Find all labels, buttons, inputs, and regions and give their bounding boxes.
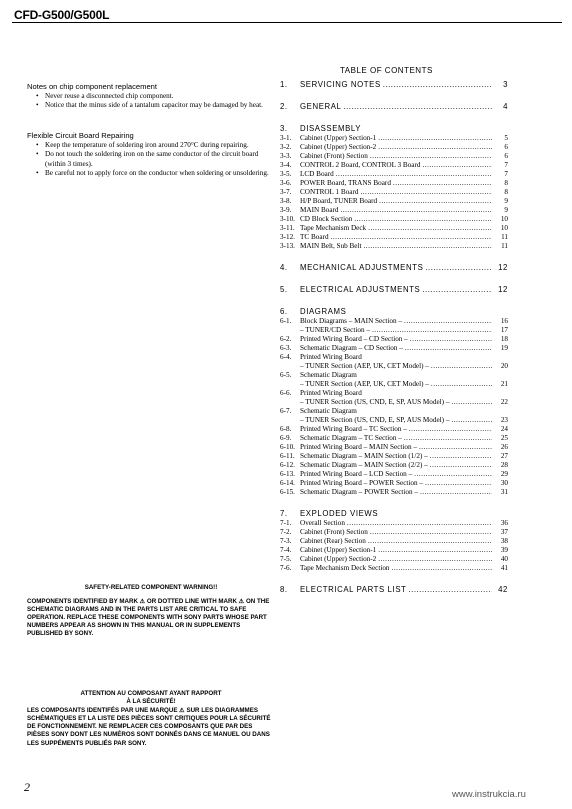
toc-entry-page: 11 bbox=[501, 233, 508, 241]
toc-entry-label: Schematic Diagram bbox=[300, 371, 357, 379]
toc-title: TABLE OF CONTENTS bbox=[340, 66, 433, 75]
toc-entry-page: 9 bbox=[504, 206, 508, 214]
toc-entry-number: 6-11. bbox=[280, 452, 295, 460]
toc-leader-dots bbox=[360, 188, 492, 197]
toc-entry-page: 6 bbox=[504, 143, 508, 151]
toc-entry-number: 6-10. bbox=[280, 443, 295, 451]
toc-entry-number: 6-5. bbox=[280, 371, 292, 379]
toc-entry-label: MAIN Board bbox=[300, 206, 339, 214]
toc-entry[interactable]: 2. GENERAL ..... 4 bbox=[280, 102, 508, 112]
chip-notes-list bbox=[27, 92, 272, 110]
toc-entry[interactable] bbox=[280, 326, 508, 335]
toc-entry-number: 6-13. bbox=[280, 470, 295, 478]
toc-entry[interactable] bbox=[280, 188, 508, 197]
toc-leader-dots bbox=[405, 344, 492, 353]
toc-entry-label: TC Board bbox=[300, 233, 329, 241]
safety-warning bbox=[27, 584, 275, 639]
toc-entry-page: 10 bbox=[500, 224, 508, 232]
toc-entry-page: 7 bbox=[504, 161, 508, 169]
toc-entry-page: 8 bbox=[504, 179, 508, 187]
toc-entry[interactable] bbox=[280, 143, 508, 152]
toc-entry[interactable] bbox=[280, 546, 508, 555]
toc-leader-dots bbox=[451, 416, 492, 425]
toc-entry-page: 39 bbox=[500, 546, 508, 554]
toc-entry-page: 30 bbox=[500, 479, 508, 487]
toc-leader-dots bbox=[431, 362, 492, 371]
toc-disassembly-list bbox=[280, 134, 508, 251]
toc-entry-number: 6-3. bbox=[280, 344, 292, 352]
toc-entry-page: 6 bbox=[504, 152, 508, 160]
attention-title-2: À LA SÉCURITÉ! bbox=[126, 698, 176, 706]
toc-entry-label: Cabinet (Upper) Section-2 bbox=[300, 555, 377, 563]
toc-entry-label: Cabinet (Upper) Section-1 bbox=[300, 134, 377, 142]
toc-entry-label: – TUNER Section (AEP, UK, CET Model) – bbox=[300, 362, 429, 370]
toc-entry-page: 22 bbox=[500, 398, 508, 406]
toc-leader-dots bbox=[354, 215, 492, 224]
toc-entry-label: Printed Wiring Board – CD Section – bbox=[300, 335, 408, 343]
toc-entry-label: CONTROL 1 Board bbox=[300, 188, 359, 196]
toc-entry[interactable] bbox=[280, 488, 508, 497]
toc-entry-label: Tape Mechanism Deck bbox=[300, 224, 367, 232]
toc-entry[interactable] bbox=[280, 170, 508, 179]
toc-leader-dots bbox=[378, 134, 492, 143]
toc-entry[interactable] bbox=[280, 434, 508, 443]
toc-entry-number: 6-15. bbox=[280, 488, 295, 496]
toc-leader-dots bbox=[404, 317, 492, 326]
toc-entry[interactable] bbox=[280, 179, 508, 188]
toc-section-heading: 6. DIAGRAMS bbox=[280, 307, 347, 316]
toc-entry[interactable] bbox=[280, 317, 508, 326]
toc-section-heading: 7. EXPLODED VIEWS bbox=[280, 509, 379, 518]
toc-entry[interactable] bbox=[280, 461, 508, 470]
toc-entry-label: Printed Wiring Board – MAIN Section – bbox=[300, 443, 417, 451]
toc-entry-label: – TUNER Section (US, CND, E, SP, AUS Model) – bbox=[300, 398, 450, 406]
toc-leader-dots bbox=[420, 488, 492, 497]
toc-entry-label: Schematic Diagram bbox=[300, 407, 357, 415]
toc-leader-dots bbox=[404, 434, 492, 443]
toc-entry-number: 7-3. bbox=[280, 537, 292, 545]
flex-notes bbox=[27, 131, 272, 178]
toc-leader-dots bbox=[378, 546, 492, 555]
toc-entry-page: 11 bbox=[501, 242, 508, 250]
safety-warning-title: SAFETY-RELATED COMPONENT WARNING!! bbox=[84, 584, 218, 591]
toc-entry-number: 7-5. bbox=[280, 555, 292, 563]
toc-leader-dots bbox=[336, 170, 492, 179]
toc-leader-dots bbox=[451, 398, 492, 407]
toc-entry-label: Cabinet (Upper) Section-1 bbox=[300, 546, 377, 554]
toc-entry-page: 10 bbox=[500, 215, 508, 223]
toc-entry-label: Printed Wiring Board – LCD Section – bbox=[300, 470, 413, 478]
toc-entry[interactable] bbox=[280, 519, 508, 528]
toc-entry[interactable] bbox=[280, 407, 508, 416]
toc-leader-dots bbox=[370, 152, 492, 161]
toc-entry[interactable] bbox=[280, 555, 508, 564]
toc-entry-page: 25 bbox=[500, 434, 508, 442]
toc-entry-page: 23 bbox=[500, 416, 508, 424]
toc-entry[interactable] bbox=[280, 215, 508, 224]
toc-entry-number: 6-6. bbox=[280, 389, 292, 397]
toc-entry-number: 6-7. bbox=[280, 407, 292, 415]
toc-entry-number: 6-14. bbox=[280, 479, 295, 487]
toc-entry[interactable]: 5. ELECTRICAL ADJUSTMENTS ..... 12 bbox=[280, 285, 508, 295]
toc-leader-dots bbox=[422, 161, 492, 170]
toc-entry-number: 3-1. bbox=[280, 134, 292, 142]
toc-entry[interactable] bbox=[280, 206, 508, 215]
toc-entry-page: 38 bbox=[500, 537, 508, 545]
chip-notes bbox=[27, 82, 272, 111]
toc-entry-label: – TUNER Section (AEP, UK, CET Model) – bbox=[300, 380, 429, 388]
toc-entry[interactable] bbox=[280, 242, 508, 251]
toc-entry-number: 7-4. bbox=[280, 546, 292, 554]
toc-leader-dots bbox=[341, 206, 492, 215]
toc-entry-label: H/P Board, TUNER Board bbox=[300, 197, 378, 205]
toc-entry-label: Overall Section bbox=[300, 519, 345, 527]
watermark: www.instrukcia.ru bbox=[452, 789, 526, 800]
toc-entry-number: 3-11. bbox=[280, 224, 295, 232]
toc-entry-label: Schematic Diagram – POWER Section – bbox=[300, 488, 418, 496]
toc-leader-dots bbox=[392, 564, 492, 573]
toc-entry-label: Schematic Diagram – MAIN Section (1/2) – bbox=[300, 452, 428, 460]
attention-title-1: ATTENTION AU COMPOSANT AYANT RAPPORT bbox=[80, 690, 222, 697]
toc-entry[interactable] bbox=[280, 537, 508, 546]
toc-entry-page: 18 bbox=[500, 335, 508, 343]
toc-entry[interactable] bbox=[280, 224, 508, 233]
toc-entry-page: 24 bbox=[500, 425, 508, 433]
toc-entry-number: 7-6. bbox=[280, 564, 292, 572]
toc-entry[interactable] bbox=[280, 380, 508, 389]
toc-entry-page: 41 bbox=[500, 564, 508, 572]
safety-warning-body: COMPONENTS IDENTIFIED BY MARK ⚠ OR DOTTED LINE WITH MARK ⚠ ON THE SCHEMATIC DIAGRAMS AND IN THE PARTS LIST ARE CRITICAL TO SAFE OPERATION. REPLACE THESE COMPONENTS WITH SONY PARTS WHOSE PART NUMBERS APPEAR AS SHOWN IN THIS MANUAL OR IN SUPPLEMENTS PUBLISHED BY SONY. bbox=[27, 598, 270, 638]
toc-entry-page: 21 bbox=[500, 380, 508, 388]
toc-entry-page: 5 bbox=[504, 134, 508, 142]
toc-entry-number: 3-8. bbox=[280, 197, 292, 205]
toc-leader-dots bbox=[378, 555, 492, 564]
toc-leader-dots bbox=[378, 143, 492, 152]
list-item: • Keep the temperature of soldering iron around 270°C during repairing. bbox=[39, 141, 272, 150]
flex-notes-title: Flexible Circuit Board Repairing bbox=[27, 131, 134, 140]
toc-entry-label: Cabinet (Front) Section bbox=[300, 152, 368, 160]
toc-entry-page: 28 bbox=[500, 461, 508, 469]
toc-entry[interactable] bbox=[280, 161, 508, 170]
toc-entry-label: Printed Wiring Board bbox=[300, 389, 362, 397]
toc-section-heading: 3. DISASSEMBLY bbox=[280, 124, 362, 133]
toc-leader-dots bbox=[425, 479, 492, 488]
toc-entry-label: Schematic Diagram – CD Section – bbox=[300, 344, 403, 352]
toc-entry-page: 16 bbox=[500, 317, 508, 325]
toc-entry-number: 6-9. bbox=[280, 434, 292, 442]
toc-entry-number: 3-6. bbox=[280, 179, 292, 187]
toc-entry-page: 7 bbox=[504, 170, 508, 178]
toc-entry-page: 20 bbox=[500, 362, 508, 370]
toc-entry-page: 31 bbox=[500, 488, 508, 496]
toc-entry-label: Schematic Diagram – MAIN Section (2/2) – bbox=[300, 461, 428, 469]
toc-entry-label: – TUNER Section (US, CND, E, SP, AUS Model) – bbox=[300, 416, 450, 424]
toc-entry[interactable] bbox=[280, 344, 508, 353]
toc-entry[interactable] bbox=[280, 353, 508, 362]
toc-entry-page: 19 bbox=[500, 344, 508, 352]
toc-entry-page: 29 bbox=[500, 470, 508, 478]
toc-entry-label: MAIN Belt, Sub Belt bbox=[300, 242, 362, 250]
toc-entry-label: Printed Wiring Board – TC Section – bbox=[300, 425, 407, 433]
toc-entry-label: Printed Wiring Board bbox=[300, 353, 362, 361]
flex-notes-list bbox=[27, 141, 272, 178]
toc-leader-dots bbox=[347, 519, 492, 528]
toc-leader-dots bbox=[379, 197, 492, 206]
toc-entry-number: 3-4. bbox=[280, 161, 292, 169]
toc-leader-dots bbox=[430, 461, 492, 470]
toc-entry-page: 27 bbox=[500, 452, 508, 460]
list-item: • Be careful not to apply force on the conductor when soldering or unsoldering. bbox=[39, 169, 272, 178]
toc-entry[interactable]: 1. SERVICING NOTES ..... 3 bbox=[280, 80, 508, 90]
page-header-title: CFD-G500/G500L bbox=[14, 8, 110, 22]
toc-leader-dots bbox=[331, 233, 492, 242]
attention-body: LES COMPOSANTS IDENTIFÉS PAR UNE MARQUE ⚠ SUR LES DIAGRAMMES SCHÉMATIQUES ET LA LISTE DES PIÈCES SONT CRITIQUES POUR LA SÉCURITÉ DE FONCTIONNEMENT. NE REMPLACER CES COMPOSANTS QUE PAR DES PIÈSES SONY DONT LES NUMÉROS SONT DONNÉS DANS CE MANUEL OU DANS LES SUPPÉMENTS PUBLIÉS PAR SONY. bbox=[27, 707, 271, 747]
toc-entry-label: Cabinet (Rear) Section bbox=[300, 537, 366, 545]
toc-entry[interactable] bbox=[280, 389, 508, 398]
toc-entry[interactable]: 8. ELECTRICAL PARTS LIST ..... 42 bbox=[280, 585, 508, 595]
toc-entry-label: LCD Board bbox=[300, 170, 334, 178]
toc-entry-label: – TUNER/CD Section – bbox=[300, 326, 370, 334]
toc-entry-page: 9 bbox=[504, 197, 508, 205]
toc-entry-label: Cabinet (Front) Section bbox=[300, 528, 368, 536]
toc-entry[interactable] bbox=[280, 470, 508, 479]
toc-entry-page: 36 bbox=[500, 519, 508, 527]
toc-entry-number: 3-2. bbox=[280, 143, 292, 151]
toc-leader-dots bbox=[419, 443, 492, 452]
toc-entry[interactable] bbox=[280, 197, 508, 206]
toc-entry-page: 26 bbox=[500, 443, 508, 451]
toc-entry-label: CD Block Section bbox=[300, 215, 353, 223]
toc-entry-number: 3-5. bbox=[280, 170, 292, 178]
toc-entry-number: 3-3. bbox=[280, 152, 292, 160]
toc-entry[interactable] bbox=[280, 398, 508, 407]
toc-exploded-list bbox=[280, 519, 508, 573]
toc-entry-number: 6-1. bbox=[280, 317, 292, 325]
toc-leader-dots bbox=[364, 242, 493, 251]
toc-entry-number: 3-7. bbox=[280, 188, 292, 196]
list-item: • Notice that the minus side of a tantalum capacitor may be damaged by heat. bbox=[39, 101, 272, 110]
toc-entry[interactable] bbox=[280, 371, 508, 380]
toc-leader-dots bbox=[430, 452, 492, 461]
toc-entry-number: 6-4. bbox=[280, 353, 292, 361]
toc-entry[interactable] bbox=[280, 425, 508, 434]
toc-entry-number: 6-8. bbox=[280, 425, 292, 433]
toc-leader-dots bbox=[370, 528, 492, 537]
toc-entry-number: 7-2. bbox=[280, 528, 292, 536]
attention-warning bbox=[27, 690, 275, 748]
list-item: • Do not touch the soldering iron on the same conductor of the circuit board (within 3 times). bbox=[39, 150, 272, 168]
toc-entry[interactable] bbox=[280, 452, 508, 461]
table-of-contents bbox=[280, 80, 508, 595]
toc-leader-dots bbox=[414, 470, 492, 479]
toc-entry[interactable] bbox=[280, 152, 508, 161]
toc-entry[interactable] bbox=[280, 479, 508, 488]
toc-leader-dots bbox=[431, 380, 492, 389]
toc-entry[interactable] bbox=[280, 443, 508, 452]
toc-leader-dots bbox=[368, 537, 492, 546]
toc-entry-number: 3-13. bbox=[280, 242, 295, 250]
toc-entry-number: 3-10. bbox=[280, 215, 295, 223]
toc-entry[interactable]: 4. MECHANICAL ADJUSTMENTS ..... 12 bbox=[280, 263, 508, 273]
toc-leader-dots bbox=[368, 224, 492, 233]
toc-leader-dots bbox=[372, 326, 492, 335]
chip-notes-title: Notes on chip component replacement bbox=[27, 82, 158, 91]
toc-leader-dots bbox=[393, 179, 492, 188]
toc-entry[interactable] bbox=[280, 134, 508, 143]
toc-entry-label: POWER Board, TRANS Board bbox=[300, 179, 391, 187]
toc-entry[interactable] bbox=[280, 335, 508, 344]
toc-leader-dots bbox=[409, 425, 492, 434]
toc-entry-label: CONTROL 2 Board, CONTROL 3 Board bbox=[300, 161, 421, 169]
toc-entry-label: Printed Wiring Board – POWER Section – bbox=[300, 479, 423, 487]
toc-entry-number: 6-2. bbox=[280, 335, 292, 343]
toc-entry-number: 3-12. bbox=[280, 233, 295, 241]
toc-leader-dots bbox=[410, 335, 492, 344]
toc-entry[interactable] bbox=[280, 362, 508, 371]
toc-entry-page: 37 bbox=[500, 528, 508, 536]
page-number: 2 bbox=[24, 780, 30, 794]
toc-entry[interactable] bbox=[280, 233, 508, 242]
toc-entry-page: 8 bbox=[504, 188, 508, 196]
header-rule bbox=[12, 22, 562, 23]
toc-entry-label: Block Diagrams – MAIN Section – bbox=[300, 317, 403, 325]
toc-entry-page: 40 bbox=[500, 555, 508, 563]
toc-entry[interactable] bbox=[280, 416, 508, 425]
list-item: • Never reuse a disconnected chip component. bbox=[39, 92, 272, 101]
toc-entry[interactable] bbox=[280, 564, 508, 573]
toc-entry-label: Cabinet (Upper) Section-2 bbox=[300, 143, 377, 151]
toc-entry-label: Tape Mechanism Deck Section bbox=[300, 564, 390, 572]
toc-entry-page: 17 bbox=[500, 326, 508, 334]
toc-entry-number: 7-1. bbox=[280, 519, 292, 527]
toc-entry-number: 6-12. bbox=[280, 461, 295, 469]
toc-diagrams-list bbox=[280, 317, 508, 497]
toc-entry-label: Schematic Diagram – TC Section – bbox=[300, 434, 402, 442]
toc-entry[interactable] bbox=[280, 528, 508, 537]
toc-entry-number: 3-9. bbox=[280, 206, 292, 214]
